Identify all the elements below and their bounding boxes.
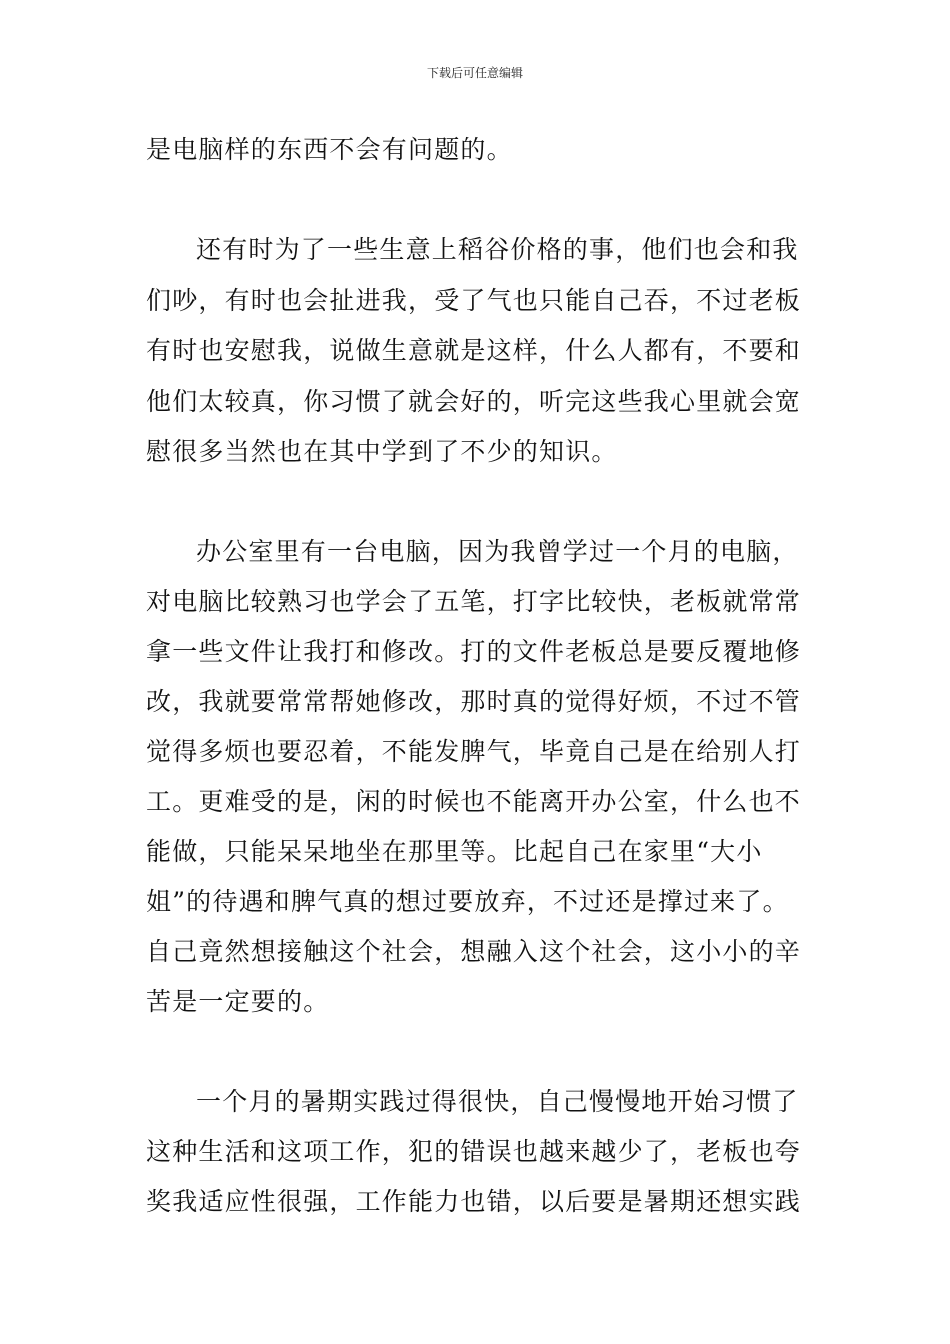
paragraph-3-line-2: 对电脑比较熟习也学会了五笔，打字比较快，老板就常常	[146, 587, 802, 616]
paragraph-3-line-6: 工。更难受的是，闲的时候也不能离开办公室，什么也不	[146, 787, 802, 816]
paragraph-3-line-9: 自己竟然想接触这个社会，想融入这个社会，这小小的辛	[146, 937, 802, 966]
paragraph-4-line-3: 奖我适应性很强，工作能力也错，以后要是暑期还想实践	[146, 1187, 802, 1216]
paragraph-3-line-4: 改，我就要常常帮她修改，那时真的觉得好烦，不过不管	[146, 687, 802, 716]
paragraph-3-line-8: 姐”的待遇和脾气真的想过要放弃，不过还是撑过来了。	[146, 887, 789, 916]
paragraph-4-line-2: 这种生活和这项工作，犯的错误也越来越少了，老板也夸	[146, 1137, 802, 1166]
paragraph-4-line-1: 一个月的暑期实践过得很快，自己慢慢地开始习惯了	[196, 1087, 799, 1116]
paragraph-2-line-5: 慰很多当然也在其中学到了不少的知识。	[146, 437, 618, 466]
paragraph-2-line-3: 有时也安慰我，说做生意就是这样，什么人都有，不要和	[146, 336, 802, 365]
paragraph-3-line-7: 能做，只能呆呆地坐在那里等。比起自己在家里“大小	[146, 837, 763, 866]
paragraph-2-line-2: 们吵，有时也会扯进我，受了气也只能自己吞，不过老板	[146, 286, 802, 315]
paragraph-1-line-1: 是电脑样的东西不会有问题的。	[146, 135, 513, 164]
paragraph-2-line-4: 他们太较真，你习惯了就会好的，听完这些我心里就会宽	[146, 387, 802, 416]
paragraph-2-line-1: 还有时为了一些生意上稻谷价格的事，他们也会和我	[196, 235, 799, 264]
page-header: 下载后可任意编辑	[426, 66, 523, 80]
paragraph-3-line-1: 办公室里有一台电脑，因为我曾学过一个月的电脑，	[196, 537, 799, 566]
paragraph-3-line-10: 苦是一定要的。	[146, 987, 330, 1016]
paragraph-3-line-3: 拿一些文件让我打和修改。打的文件老板总是要反覆地修	[146, 637, 802, 666]
paragraph-3-line-5: 觉得多烦也要忍着，不能发脾气，毕竟自己是在给别人打	[146, 737, 802, 766]
